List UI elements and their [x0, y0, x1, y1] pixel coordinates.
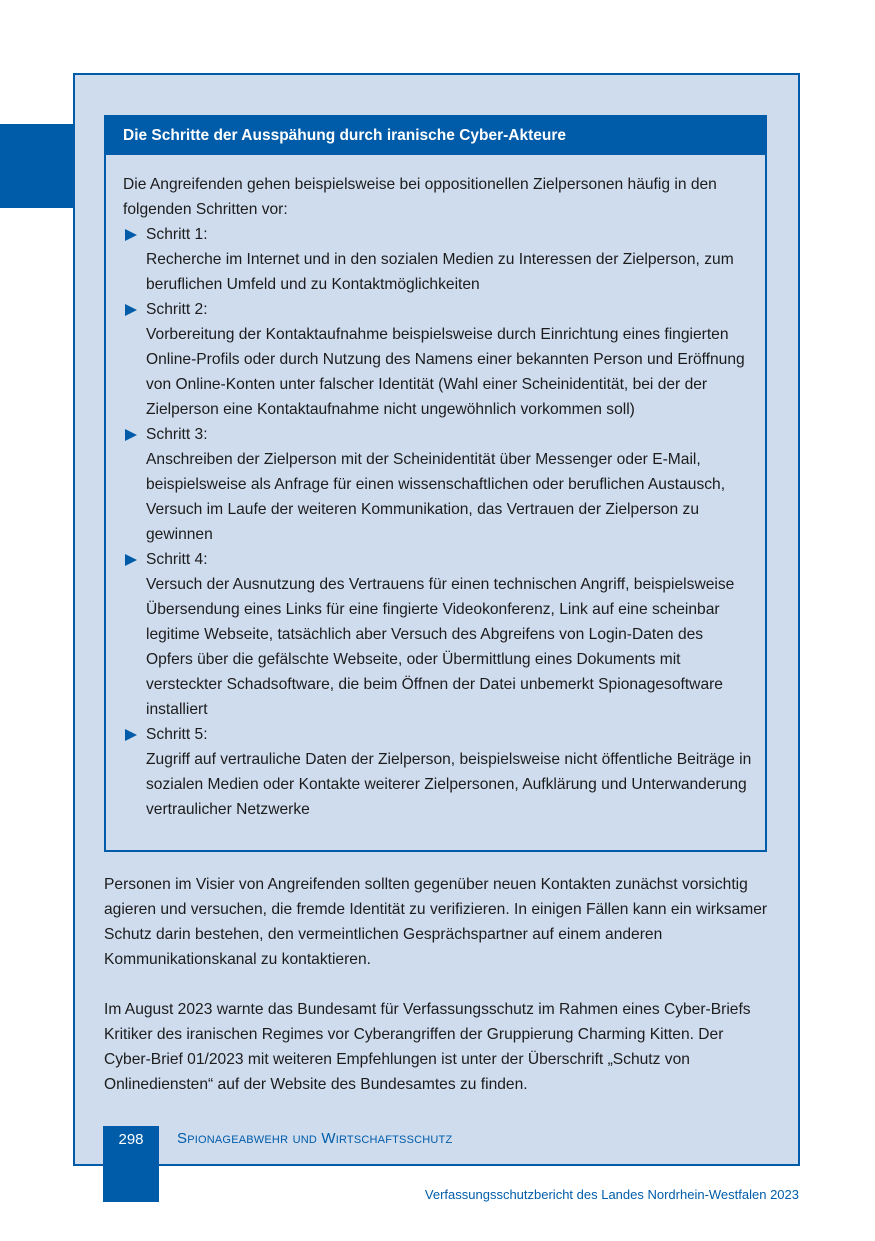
step-item-4: [123, 547, 753, 722]
bullet-arrow-icon: [125, 554, 137, 566]
bullet-arrow-icon: [125, 304, 137, 316]
step-title: Schritt 5:: [146, 726, 208, 743]
step-text: Recherche im Internet und in den sozialen Medien zu Interessen der Zielperson, zum beruflichen Umfeld und zu Kontaktmöglichkeiten: [146, 251, 734, 293]
step-item-5: [123, 722, 753, 822]
section-title: Spionageabwehr und Wirtschaftsschutz: [177, 1130, 453, 1147]
step-text: Anschreiben der Zielperson mit der Scheinidentität über Messenger oder E-Mail, beispielsweise als Anfrage für einen wissenschaftlichen oder beruflichen Austausch, Versuch im Laufe der weiteren Kommunikation, das Vertrauen der Zielperson zu gewinnen: [146, 451, 726, 543]
bullet-arrow-icon: [125, 729, 137, 741]
steps-list: [123, 222, 753, 822]
content-panel: [73, 73, 800, 1166]
step-text: Zugriff auf vertrauliche Daten der Zielperson, beispielsweise nicht öffentliche Beiträge in sozialen Medien oder Kontakte weiterer Zielpersonen, Aufklärung und Unterwanderung vertraulicher Netzwerke: [146, 751, 752, 818]
page-number: 298: [118, 1131, 144, 1148]
step-title: Schritt 3:: [146, 426, 208, 443]
info-box: [104, 115, 767, 852]
step-title: Schritt 2:: [146, 301, 208, 318]
publication-footer: Verfassungsschutzbericht des Landes Nordrhein-Westfalen 2023: [424, 1187, 799, 1202]
step-item-1: [123, 222, 753, 297]
info-box-intro: Die Angreifenden gehen beispielsweise bei oppositionellen Zielpersonen häufig in den folgenden Schritten vor:: [123, 176, 717, 218]
bullet-arrow-icon: [125, 229, 137, 241]
info-box-title: Die Schritte der Ausspähung durch iranische Cyber-Akteure: [106, 117, 765, 155]
body-paragraph-2: Im August 2023 warnte das Bundesamt für Verfassungsschutz im Rahmen eines Cyber-Briefs Kritiker des iranischen Regimes vor Cyberangriffen der Gruppierung Charming Kitten. Der Cyber-Brief 01/2023 mit weiteren Empfehlungen ist unter der Überschrift „Schutz von Onlinediensten“ auf der Website des Bundesamtes zu finden.: [104, 1001, 751, 1093]
step-item-2: [123, 297, 753, 422]
page-number-badge: [103, 1126, 159, 1202]
info-box-body: [106, 155, 765, 822]
step-text: Versuch der Ausnutzung des Vertrauens für einen technischen Angriff, beispielsweise Übersendung eines Links für eine fingierte Videokonferenz, Link auf eine scheinbar legitime Webseite, tatsächlich aber Versuch des Abgreifens von Login-Daten des Opfers über die gefälschte Webseite, oder Übermittlung eines Dokuments mit versteckter Schadsoftware, die beim Öffnen der Datei unbemerkt Spionagesoftware installiert: [146, 576, 735, 718]
side-color-tab: [0, 124, 74, 208]
step-title: Schritt 4:: [146, 551, 208, 568]
step-title: Schritt 1:: [146, 226, 208, 243]
step-item-3: [123, 422, 753, 547]
step-text: Vorbereitung der Kontaktaufnahme beispielsweise durch Einrichtung eines fingierten Online-Profils oder durch Nutzung des Namens einer bekannten Person und Eröffnung von Online-Konten unter falscher Identität (Wahl einer Scheinidentität, bei der der Zielperson eine Kontaktaufnahme nicht ungewöhnlich vorkommen soll): [146, 326, 745, 418]
bullet-arrow-icon: [125, 429, 137, 441]
body-paragraph-1: Personen im Visier von Angreifenden sollten gegenüber neuen Kontakten zunächst vorsichtig agieren und versuchen, die fremde Identität zu verifizieren. In einigen Fällen kann ein wirksamer Schutz darin bestehen, den vermeintlichen Gesprächspartner auf einem anderen Kommunikationskanal zu kontaktieren.: [104, 876, 768, 968]
